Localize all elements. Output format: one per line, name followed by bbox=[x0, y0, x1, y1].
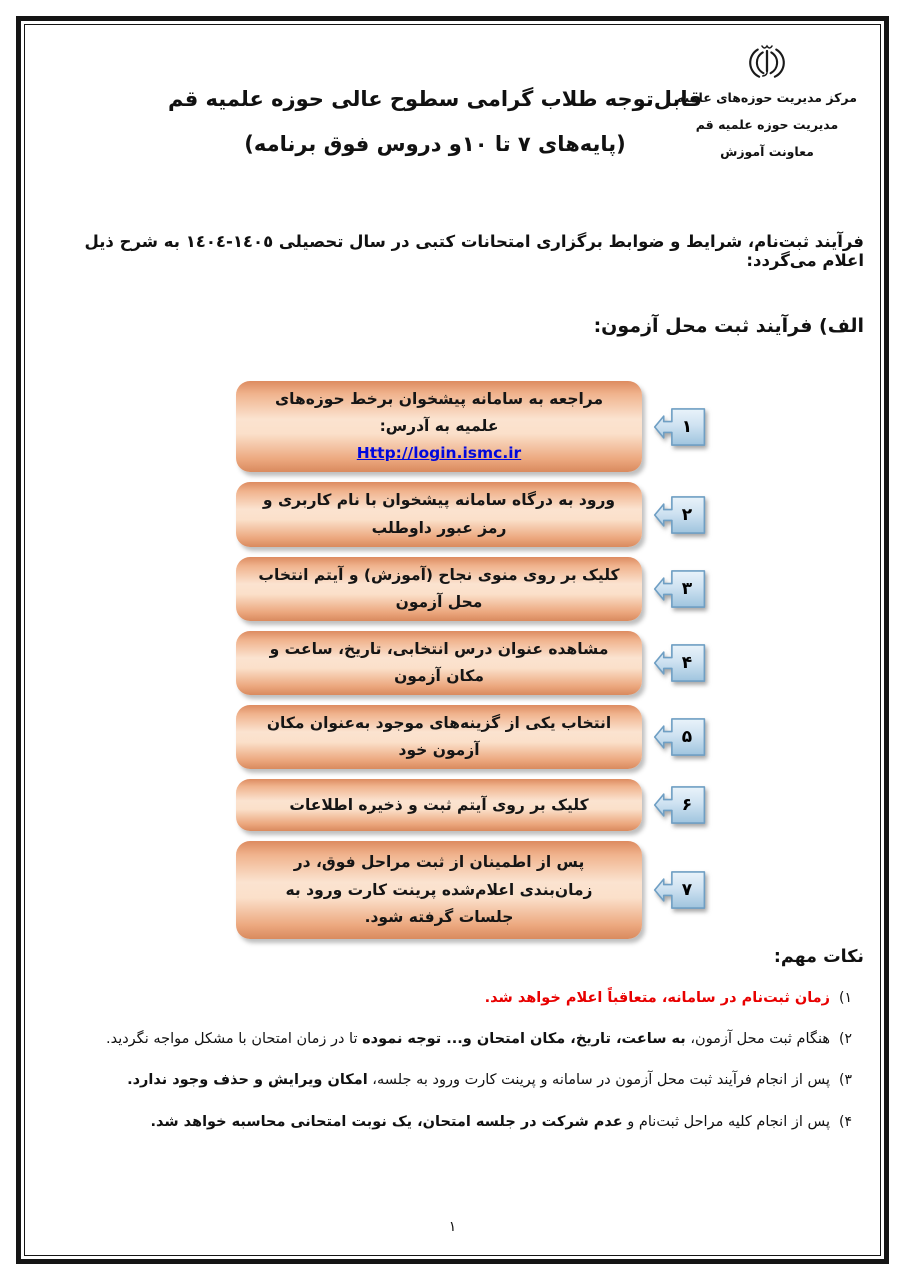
page-border-frame bbox=[16, 16, 889, 1264]
step-box-1 bbox=[236, 381, 642, 472]
note-2-text bbox=[106, 1028, 830, 1051]
note-number: ۲) bbox=[839, 1031, 852, 1048]
step-4-text: مشاهده عنوان درس انتخابی، تاریخ، ساعت و مکان آزمون bbox=[269, 639, 609, 685]
note-number: ۱) bbox=[839, 990, 852, 1006]
step-number: ۲ bbox=[681, 504, 693, 525]
page-border-inner-line bbox=[24, 24, 881, 1256]
step-number: ۷ bbox=[681, 880, 693, 901]
step-number: ۵ bbox=[681, 727, 693, 748]
step-box-7 bbox=[236, 841, 642, 938]
step-7-text: پس از اطمینان از ثبت مراحل فوق، در زمان‌بندی اعلام‌شده پرینت کارت ورود به جلسات گرفته شود. bbox=[285, 853, 593, 926]
step-number-callout-4 bbox=[652, 640, 708, 686]
note-4-pre: پس از انجام کلیه مراحل ثبت‌نام و bbox=[622, 1113, 830, 1130]
registration-steps bbox=[236, 381, 708, 939]
note-4-highlight: عدم شرکت در جلسه امتحان، یک نوبت امتحانی محاسبه خواهد شد. bbox=[150, 1113, 623, 1130]
step-number: ۱ bbox=[681, 416, 693, 437]
step-number-callout-6 bbox=[652, 782, 708, 828]
step-row-4 bbox=[236, 631, 708, 695]
step-row-7 bbox=[236, 841, 708, 938]
step-row-1 bbox=[236, 381, 708, 472]
step-number-callout-3 bbox=[652, 566, 708, 612]
org-line-1: مرکز مدیریت حوزه‌های علمیه bbox=[677, 90, 857, 105]
step-number-callout-7 bbox=[652, 867, 708, 913]
step-number: ۳ bbox=[681, 578, 693, 599]
step-5-text: انتخاب یکی از گزینه‌های موجود به‌عنوان مکان آزمون خود bbox=[266, 714, 612, 760]
notes-heading: نکات مهم: bbox=[773, 947, 864, 967]
note-1-text bbox=[485, 987, 830, 1010]
step-row-2 bbox=[236, 482, 708, 546]
note-4-text bbox=[150, 1111, 830, 1134]
note-3-pre: پس از انجام فرآیند ثبت محل آزمون در سامانه و پرینت کارت ورود به جلسه، bbox=[367, 1072, 830, 1089]
step-2-text: ورود به درگاه سامانه پیشخوان با نام کاربری و رمز عبور داوطلب bbox=[262, 491, 616, 537]
step-box-5 bbox=[236, 705, 642, 769]
step-number-callout-5 bbox=[652, 714, 708, 760]
step-1-text: مراجعه به سامانه پیشخوان برخط حوزه‌های علمیه به آدرس: bbox=[274, 390, 604, 436]
step-number-callout-1 bbox=[652, 404, 708, 450]
step-3-text: کلیک بر روی منوی نجاح (آموزش) و آیتم انتخاب محل آزمون bbox=[258, 565, 620, 611]
note-3-text bbox=[127, 1069, 830, 1092]
page-number: ۱ bbox=[448, 1219, 457, 1235]
note-number: ۴) bbox=[839, 1113, 852, 1130]
document-page bbox=[25, 25, 880, 1255]
step-number: ۴ bbox=[681, 653, 693, 673]
note-item-4 bbox=[39, 1111, 852, 1134]
step-number-callout-2 bbox=[652, 492, 708, 538]
step-row-6 bbox=[236, 779, 708, 831]
note-item-2 bbox=[39, 1028, 852, 1051]
note-1-highlight: زمان ثبت‌نام در سامانه، متعاقباً اعلام خواهد شد. bbox=[484, 990, 830, 1006]
note-item-3 bbox=[39, 1069, 852, 1092]
section-a-heading: الف) فرآیند ثبت محل آزمون: bbox=[593, 315, 864, 337]
note-2-pre: هنگام ثبت محل آزمون، bbox=[685, 1031, 830, 1048]
login-url-link[interactable]: Http://login.ismc.ir bbox=[356, 444, 522, 463]
intro-paragraph: فرآیند ثبت‌نام، شرایط و ضوابط برگزاری امتحانات کتبی در سال تحصیلی ١٤٠٥-١٤٠٤ به شرح ذیل اعلام می‌گردد: bbox=[84, 232, 864, 270]
page-title-line-1: قابل‌توجه طلاب گرامی سطوح عالی حوزه علمیه قم bbox=[168, 87, 702, 111]
step-row-5 bbox=[236, 705, 708, 769]
note-2-highlight: به ساعت، تاریخ، مکان امتحان و... توجه نموده bbox=[362, 1031, 686, 1048]
page-title-line-2: (پایه‌های ۷ تا ۱۰و دروس فوق برنامه) bbox=[244, 132, 626, 157]
step-box-2 bbox=[236, 482, 642, 546]
iran-emblem-icon bbox=[744, 41, 790, 81]
step-box-3 bbox=[236, 557, 642, 621]
note-3-highlight: امکان ویرایش و حذف وجود ندارد. bbox=[127, 1072, 368, 1089]
page-title bbox=[145, 77, 725, 167]
step-box-6 bbox=[236, 779, 642, 831]
org-line-3: معاونت آموزش bbox=[720, 143, 814, 159]
note-2-post: تا در زمان امتحان با مشکل مواجه نگردید. bbox=[105, 1031, 363, 1048]
step-number: ۶ bbox=[681, 795, 693, 816]
note-item-1 bbox=[39, 987, 852, 1010]
notes-list bbox=[39, 987, 852, 1134]
note-number: ۳) bbox=[839, 1072, 852, 1089]
step-row-3 bbox=[236, 557, 708, 621]
step-6-text: کلیک بر روی آیتم ثبت و ذخیره اطلاعات bbox=[289, 795, 589, 814]
step-box-4 bbox=[236, 631, 642, 695]
org-line-2: مدیریت حوزه علمیه قم bbox=[695, 116, 839, 132]
